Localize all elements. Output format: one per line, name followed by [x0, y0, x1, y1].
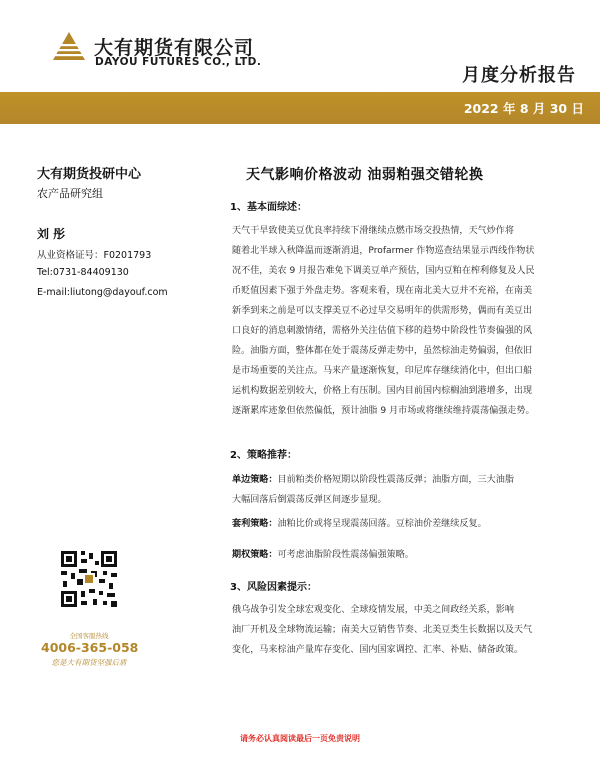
section-body	[232, 221, 535, 421]
strategy-label: 期权策略：	[232, 550, 278, 560]
paragraph-line: 币贬值因素下强于外盘走势。客观来看，现在南北美大豆并不充裕，在南美	[232, 286, 533, 296]
strategy-text: 目前粕类价格短期以阶段性震荡反弹；油脂方面，三大油脂	[277, 475, 514, 485]
company-name-cn: 大有期货有限公司	[94, 37, 255, 59]
company-slogan: 您是大有期货坚强后盾	[51, 658, 127, 667]
options-strategy	[232, 545, 414, 565]
analyst-name: 刘 彤	[37, 227, 66, 241]
research-group-name: 农产品研究组	[37, 187, 103, 200]
report-date: 2022 年 8 月 30 日	[463, 101, 584, 116]
paragraph-line: 是市场重要的关注点。马来产量逐渐恢复，印尼库存继续消化中，但出口船	[232, 366, 533, 376]
analyst-email[interactable]: E-mail:liutong@dayouf.com	[37, 287, 168, 298]
strategy-label: 单边策略：	[232, 475, 278, 485]
strategy-label: 套利策略：	[232, 519, 278, 529]
paragraph-line: 运机构数据差别较大，价格上有压制。国内目前国内棕榈油到港增多，出现	[232, 386, 533, 396]
paragraph-line: 险。油脂方面，整体都在处于震荡反弹走势中，虽然棕油走势偏弱，但依旧	[232, 346, 533, 356]
paragraph-line: 口良好的消息刺激情绪，需格外关注估值下移的趋势中阶段性节奏偏强的风	[232, 326, 533, 336]
paragraph-line: 况不佳，美农 9 月报告难免下调美豆单产预估，国内豆粕在榨利修复及人民	[232, 266, 535, 276]
paragraph-line: 油厂开机及全球物流运输；南美大豆销售节奏、北美豆类生长数据以及天气	[232, 625, 533, 635]
paragraph-line: 俄乌战争引发全球宏观变化、全球疫情发展，中美之间政经关系，影响	[232, 605, 514, 615]
section-heading: 3、风险因素提示：	[230, 582, 317, 593]
company-name-en: DAYOU FUTURES CO., LTD.	[95, 56, 262, 68]
paragraph-line: 天气干旱致使美豆优良率持续下滑继续点燃市场交投热情，天气炒作将	[232, 226, 514, 236]
research-center-name: 大有期货投研中心	[37, 167, 142, 182]
paragraph-line	[232, 470, 514, 490]
analyst-license: 从业资格证号：F0201793	[37, 250, 152, 261]
strategy-text: 可考虑油脂阶段性震荡偏强策略。	[277, 550, 414, 560]
disclaimer-note[interactable]: 请务必认真阅读最后一页免责说明	[240, 734, 360, 743]
paragraph-line: 随着北半球入秋降温而逐渐消退，Profarmer 作物巡查结果显示西线作物状	[232, 246, 535, 256]
analyst-tel: Tel:0731-84409130	[37, 267, 129, 278]
company-logo-icon	[52, 31, 86, 61]
paragraph-line: 变化，马来棕油产量库存变化、国内国家调控、汇率、补贴、储备政策。	[232, 645, 524, 655]
section-body	[232, 600, 532, 660]
strategy-text: 油粕比价或将呈现震荡回落。豆棕油价差继续反复。	[277, 519, 487, 529]
hotline-label: 全国客服热线	[69, 632, 109, 640]
arbitrage-strategy	[232, 514, 487, 534]
paragraph-line: 大幅回落后倒震荡反弹区间逐步显现。	[232, 495, 387, 505]
hotline-number: 4006-365-058	[41, 640, 139, 655]
qr-code-icon	[59, 549, 119, 609]
paragraph-line: 新季到来之前是可以支撑美豆不必过早交易明年的供需形势，偶而有美豆出	[232, 306, 533, 316]
section-heading: 1、基本面综述：	[230, 202, 307, 213]
paragraph-line: 逐渐累库迹象但依然偏低，预计油脂 9 月市场或将继续维持震荡偏强走势。	[232, 406, 535, 416]
unilateral-strategy	[232, 470, 514, 510]
article-title: 天气影响价格波动 油弱粕强交错轮换	[246, 167, 484, 183]
section-heading: 2、策略推荐：	[230, 450, 297, 461]
report-type-title: 月度分析报告	[462, 65, 576, 86]
